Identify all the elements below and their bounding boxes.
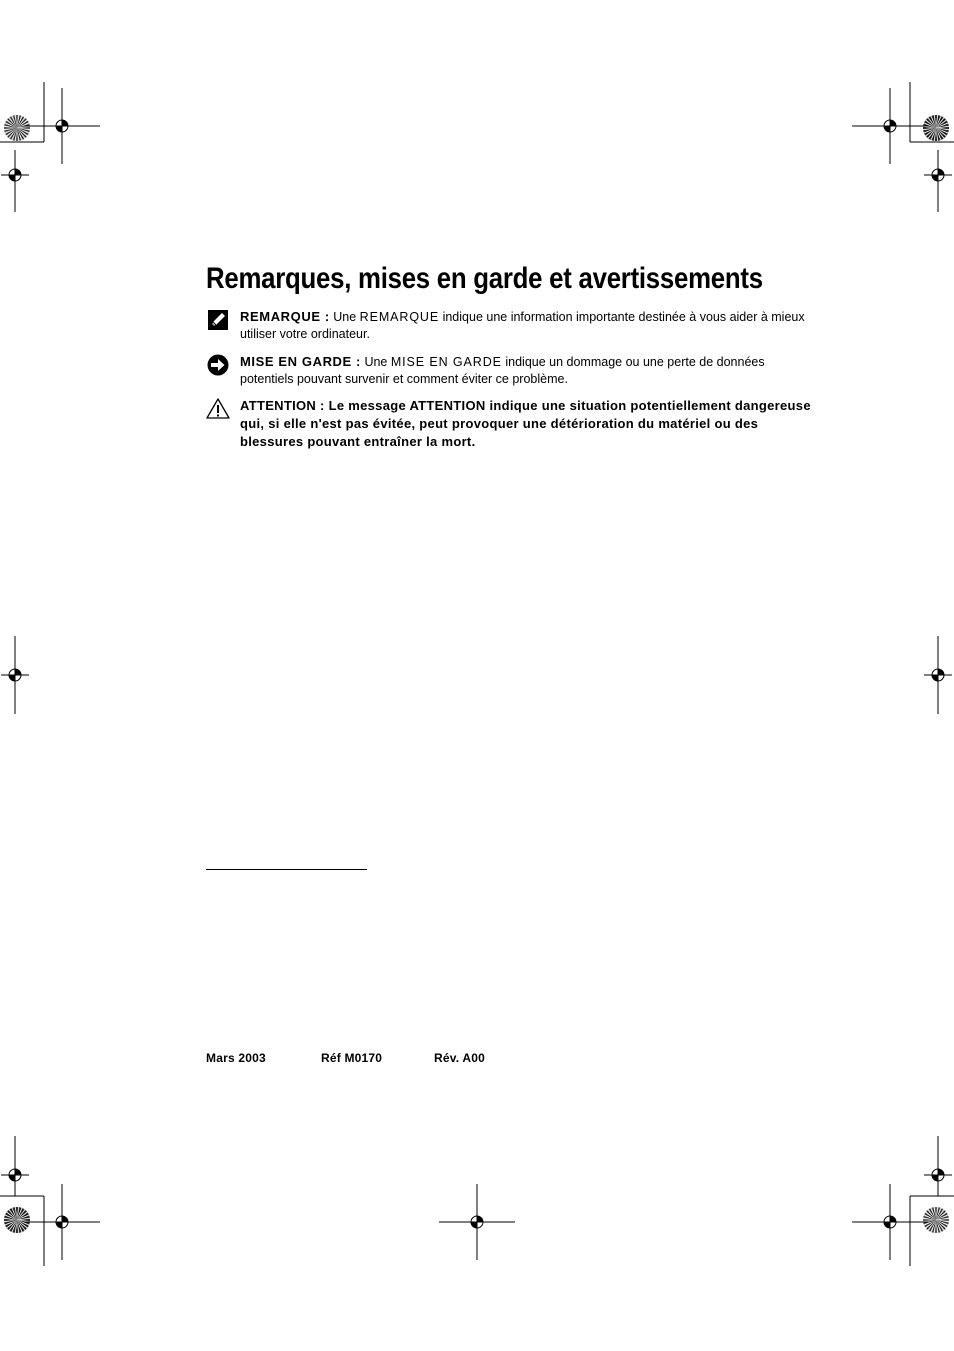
note-remarque (206, 308, 816, 348)
note-mise-en-garde-body: indique un dommage ou une perte de données potentiels pouvant survenir et comment éviter ce problème. (240, 355, 765, 386)
color-registration-target (4, 115, 30, 141)
footnote-separator (206, 869, 367, 870)
note-attention-body: Le message ATTENTION indique une situation potentiellement dangereuse qui, si elle n'est pas évitée, peut provoquer une détérioration du matériel ou des blessures pouvant entraîner la mort. (240, 398, 811, 449)
note-remarque-text (240, 308, 816, 343)
note-remarque-body: indique une information importante destinée à vous aider à mieux utiliser votre ordinateur. (240, 310, 805, 341)
color-registration-target (923, 115, 949, 141)
warning-triangle-icon (206, 397, 230, 421)
note-remarque-prefix: Une (333, 310, 360, 324)
note-mise-en-garde-keyword: MISE EN GARDE (390, 355, 502, 369)
footer-date: Mars 2003 (206, 1051, 266, 1065)
crosshair-mark (24, 88, 100, 164)
crosshair-mark (852, 88, 928, 164)
note-mise-en-garde-text (240, 353, 816, 388)
note-remarque-label: REMARQUE : (240, 309, 330, 324)
note-remarque-keyword: REMARQUE (359, 310, 440, 324)
note-mise-en-garde-prefix: Une (364, 355, 391, 369)
note-attention-label: ATTENTION : (240, 398, 325, 413)
crosshair-mark (24, 1184, 100, 1260)
page-title: Remarques, mises en garde et avertissements (206, 262, 763, 295)
note-attention (206, 397, 816, 457)
crosshair-mark (439, 1184, 515, 1260)
footer-revision: Rév. A00 (434, 1051, 485, 1065)
color-registration-target (4, 1207, 30, 1233)
note-mise-en-garde (206, 353, 816, 393)
crosshair-mark (852, 1184, 928, 1260)
arrow-caution-icon (206, 353, 230, 377)
note-attention-text (240, 397, 816, 451)
note-mise-en-garde-label: MISE EN GARDE : (240, 354, 361, 369)
pencil-note-icon (206, 308, 230, 332)
color-registration-target (923, 1207, 949, 1233)
footer-reference: Réf M0170 (321, 1051, 383, 1065)
